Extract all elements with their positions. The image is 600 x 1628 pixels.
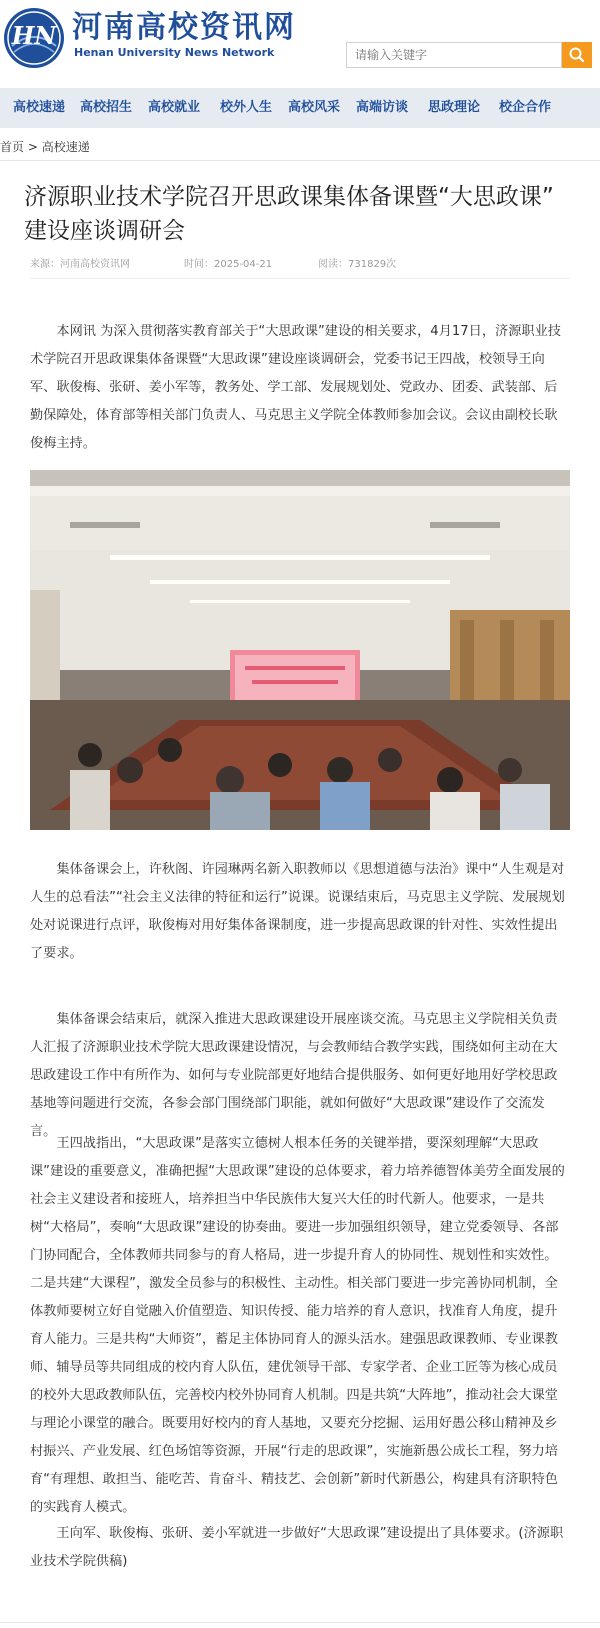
nav-item-gaoxiao-fengcai[interactable]: 高校风采 (288, 100, 341, 115)
breadcrumb (0, 134, 600, 161)
site-name-en: Henan University News Network (74, 46, 275, 59)
article-paragraph: 王四战指出，“大思政课”是落实立德树人根本任务的关键举措，要深刻理解“大思政课”建设的重要意义，准确把握“大思政课”建设的总体要求，着力培养德智体美劳全面发展的社会主义建设者和接班人，培养担当中华民族伟大复兴大任的时代新人。他要求，一是共树“大格局”，奏响“大思政课”建设的协奏曲。要进一步加强组织领导，建立党委领导、各部门协同配合，全体教师共同参与的育人格局，进一步提升育人的协同性、规划性和实效性。二是共建“大课程”，激发全员参与的积极性、主动性。相关部门要进一步完善协同机制，全体教师要树立好自觉融入价值塑造、知识传授、能力培养的育人意识，找准育人角度，提升育人能力。三是共构“大师资”，蓄足主体协同育人的源头活水。建强思政课教师、专业课教师、辅导员等共同组成的校内育人队伍，建优领导干部、专家学者、企业工匠等为核心成员的校外大思政教师队伍，完善校内校外协同育人机制。四是共筑“大阵地”，推动社会大课堂与理论小课堂的融合。既要用好校内的育人基地，又要充分挖掘、运用好愚公移山精神及乡村振兴、产业发展、红色场馆等资源，开展“行走的思政课”，实施新愚公成长工程，努力培育“有理想、敢担当、能吃苦、肯奋斗、精技艺、会创新”新时代新愚公，构建具有济职特色的实践育人模式。 (30, 1136, 565, 1515)
breadcrumb-separator: > (24, 140, 42, 154)
breadcrumb-current[interactable]: 高校速递 (41, 140, 90, 154)
main-nav (0, 88, 600, 128)
site-name[interactable]: 河南高校资讯网 (72, 10, 296, 45)
magnifier-icon (562, 42, 592, 68)
article-source (30, 255, 130, 270)
nav-item-gaoxiao-jiuye[interactable]: 高校就业 (148, 100, 201, 115)
meta-divider (30, 278, 570, 279)
article-paragraph: 集体备课会结束后，就深入推进大思政课建设开展座谈交流。马克思主义学院相关负责人汇报了济源职业技术学院大思政课建设情况，与会教师结合教学实践，围绕如何主动在大思政建设工作中有所作为、如何与专业院部更好地结合提供服务、如何更好地用好学校思政基地等问题进行交流，各参会部门围绕部门职能，就如何做好“大思政课”建设作了交流发言。 (30, 1012, 558, 1139)
article-time (184, 255, 272, 270)
time-label: 时间： (184, 259, 214, 270)
article-paragraph: 集体备课会上，许秋阁、许园琳两名新入职教师以《思想道德与法治》课中“人生观是对人生的总看法”“社会主义法律的特征和运行”说课。说课结束后，马克思主义学院、发展规划处对说课进行点评，耿俊梅对用好集体备课制度，进一步提高思政课的针对性、实效性提出了要求。 (30, 862, 565, 961)
source-label: 来源： (30, 259, 60, 270)
article-title: 济源职业技术学院召开思政课集体备课暨“大思政课” 建设座谈调研会 (24, 184, 554, 244)
hn-logo-icon[interactable] (2, 6, 66, 70)
breadcrumb-home[interactable]: 首页 (0, 140, 25, 154)
meeting-photo (30, 470, 570, 830)
page-bottom-divider (0, 1622, 600, 1623)
nav-item-xiaowai-rensheng[interactable]: 校外人生 (220, 100, 273, 115)
site-header (0, 0, 600, 88)
nav-item-sizheng-lilun[interactable]: 思政理论 (428, 100, 481, 115)
nav-item-xiaoqi-hezuo[interactable]: 校企合作 (499, 100, 552, 115)
views-value: 731829次 (348, 259, 397, 270)
article-paragraph: 本网讯 为深入贯彻落实教育部关于“大思政课”建设的相关要求，4月17日，济源职业技术学院召开思政课集体备课暨“大思政课”建设座谈调研会，党委书记王四战，校领导王向军、耿俊梅、张研、姜小军等，教务处、学工部、发展规划处、党政办、团委、武装部、后勤保障处，体育部等相关部门负责人、马克思主义学院全体教师参加会议。会议由副校长耿俊梅主持。 (30, 324, 561, 451)
views-label: 阅读： (318, 259, 348, 270)
nav-item-gaoxiao-sudi[interactable]: 高校速递 (13, 100, 66, 115)
nav-item-gaoxiao-zhaosheng[interactable]: 高校招生 (80, 100, 133, 115)
source-value: 河南高校资讯网 (60, 259, 130, 270)
time-value: 2025-04-21 (214, 259, 273, 270)
nav-item-gaoduan-fangtan[interactable]: 高端访谈 (356, 100, 409, 115)
search-button[interactable] (562, 42, 592, 68)
article-views (318, 255, 396, 270)
search-input[interactable] (346, 42, 562, 68)
logo-mark: HN (11, 21, 57, 50)
article-paragraph: 王向军、耿俊梅、张研、姜小军就进一步做好“大思政课”建设提出了具体要求。(济源职业技术学院供稿) (30, 1526, 564, 1569)
